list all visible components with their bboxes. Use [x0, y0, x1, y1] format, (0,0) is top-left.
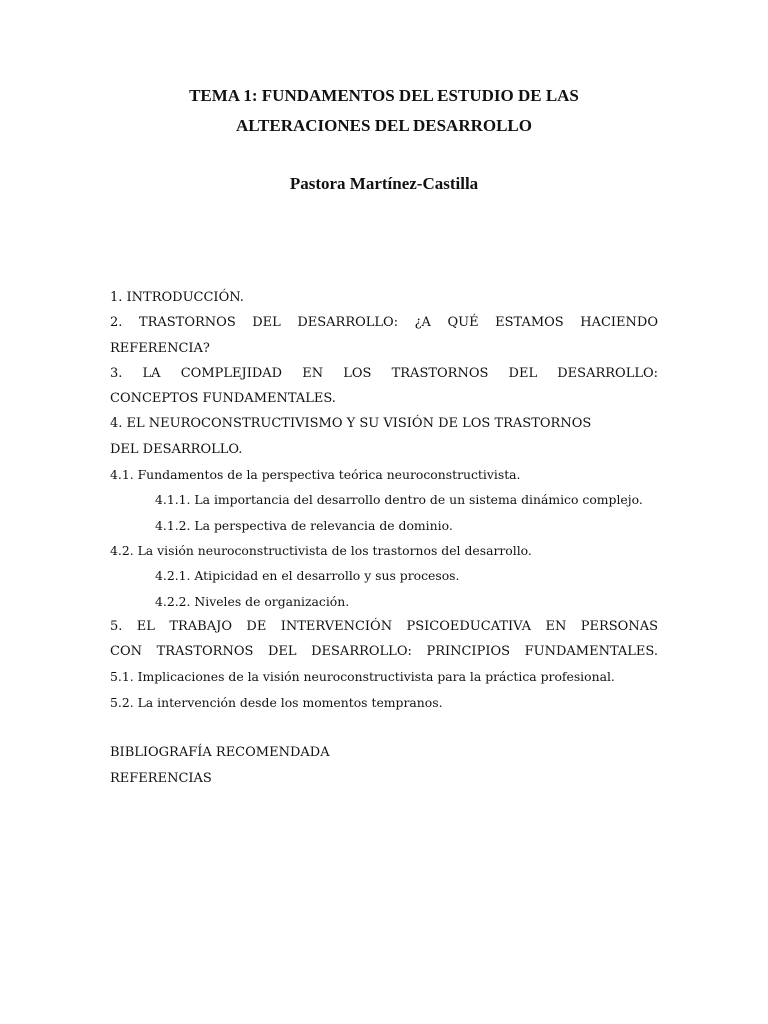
toc-section-1: 1. INTRODUCCIÓN.	[110, 290, 244, 305]
toc-bibliography: BIBLIOGRAFÍA RECOMENDADA	[110, 745, 330, 761]
toc-subsection-4-1-1: 4.1.1. La importancia del desarrollo dentro de un sistema dinámico complejo.	[155, 492, 643, 508]
toc-section-5-line-2: CON TRASTORNOS DEL DESARROLLO: PRINCIPIOS FUNDAMENTALES.	[110, 644, 658, 660]
toc-section-4-line-1: 4. EL NEUROCONSTRUCTIVISMO Y SU VISIÓN DE LOS TRASTORNOS	[110, 416, 592, 432]
toc-section-4-line-2: DEL DESARROLLO.	[110, 441, 243, 457]
toc-subsection-4-2-1: 4.2.1. Atipicidad en el desarrollo y sus procesos.	[155, 568, 460, 584]
toc-subsection-4-1-2: 4.1.2. La perspectiva de relevancia de dominio.	[155, 517, 453, 533]
toc-subsection-4-2-2: 4.2.2. Niveles de organización.	[155, 593, 350, 609]
toc-subsection-5-2: 5.2. La intervención desde los momentos tempranos.	[110, 694, 443, 710]
toc-section-2-line-1: 2. TRASTORNOS DEL DESARROLLO: ¿A QUÉ ESTAMOS HACIENDO	[110, 315, 658, 331]
toc-spacer	[110, 715, 658, 740]
document-title-line-2: ALTERACIONES DEL DESARROLLO	[235, 116, 532, 135]
toc-section-3-line-1: 3. LA COMPLEJIDAD EN LOS TRASTORNOS DEL DESARROLLO:	[110, 365, 658, 381]
toc-section-5-line-1: 5. EL TRABAJO DE INTERVENCIÓN PSICOEDUCATIVA EN PERSONAS	[110, 618, 658, 634]
toc-subsection-5-1: 5.1. Implicaciones de la visión neuroconstructivista para la práctica profesional.	[110, 669, 615, 685]
toc-subsection-4-2: 4.2. La visión neuroconstructivista de los trastornos del desarrollo.	[110, 542, 532, 558]
toc-references: REFERENCIAS	[110, 770, 212, 786]
document-author: Pastora Martínez-Castilla	[289, 174, 479, 193]
document-title-line-1: TEMA 1: FUNDAMENTOS DEL ESTUDIO DE LAS	[189, 86, 579, 105]
table-of-contents	[110, 285, 658, 791]
toc-section-3-line-2: CONCEPTOS FUNDAMENTALES.	[110, 391, 336, 407]
toc-subsection-4-1: 4.1. Fundamentos de la perspectiva teórica neuroconstructivista.	[110, 467, 521, 483]
toc-section-2-line-2: REFERENCIA?	[110, 340, 210, 356]
